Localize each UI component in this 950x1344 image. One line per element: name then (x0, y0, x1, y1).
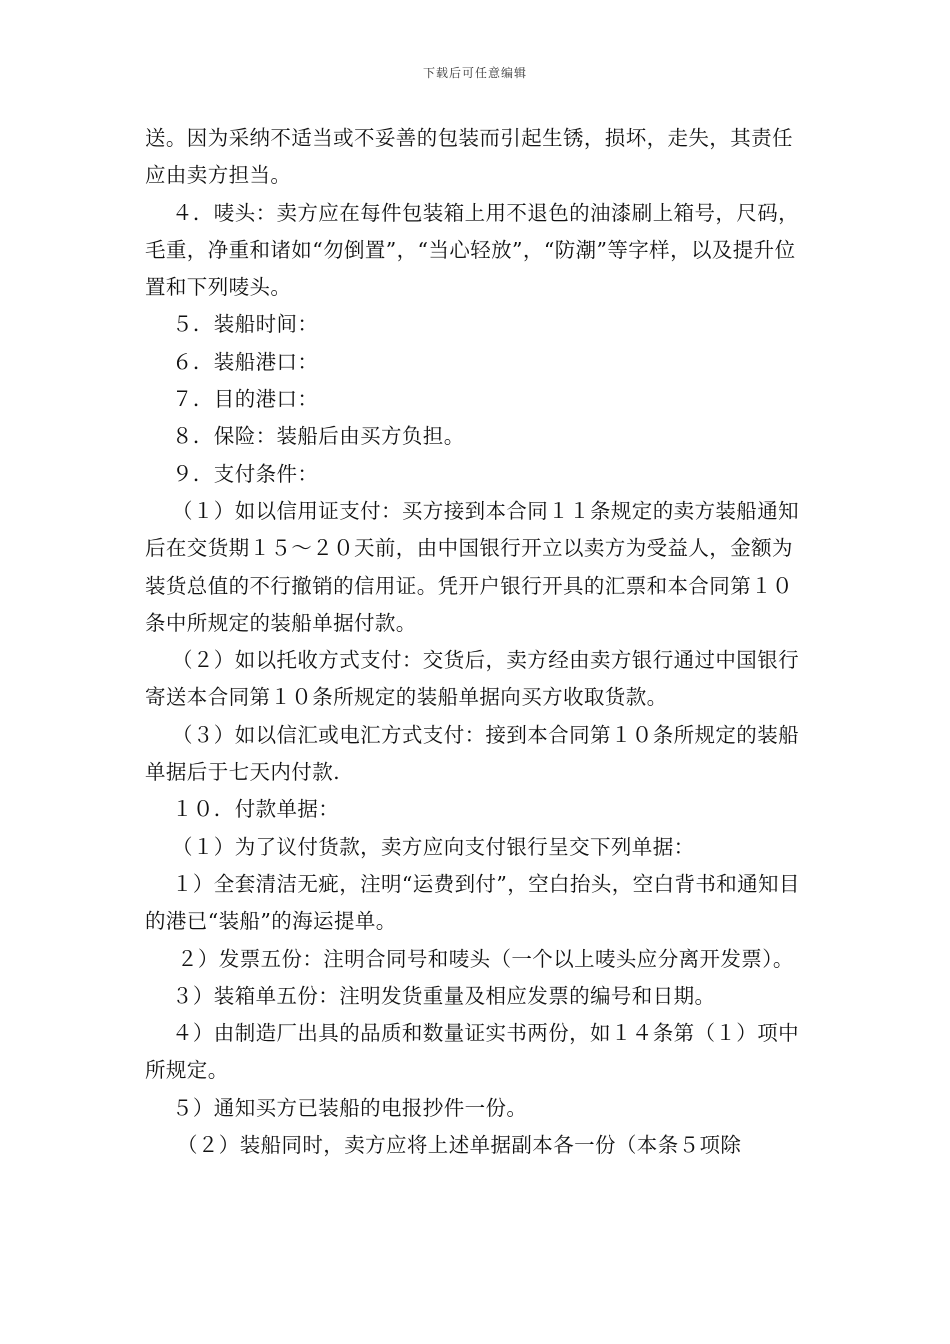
paragraph: ２）发票五份：注明合同号和唛头（一个以上唛头应分离开发票）。 (177, 946, 794, 971)
page-header-note: 下载后可任意编辑 (422, 66, 527, 80)
paragraph: ４）由制造厂出具的品质和数量证实书两份，如１４条第（１）项中所规定。 (145, 1021, 799, 1083)
paragraph: 送。因为采纳不适当或不妥善的包装而引起生锈，损坏，走失，其责任应由卖方担当。 (145, 126, 793, 188)
paragraph: １０．付款单据： (172, 797, 340, 822)
paragraph: ７．目的港口： (172, 387, 319, 412)
document-body (145, 120, 810, 1164)
paragraph: ９．支付条件： (172, 461, 319, 486)
paragraph: （２）装船同时，卖方应将上述单据副本各一份（本条５项除 (177, 1133, 742, 1158)
paragraph: ３）装箱单五份：注明发货重量及相应发票的编号和日期。 (172, 983, 716, 1008)
paragraph: （３）如以信汇或电汇方式支付：接到本合同第１０条所规定的装船单据后于七天内付款. (145, 722, 799, 785)
paragraph: ４．唛头：卖方应在每件包装箱上用不退色的油漆刷上箱号，尺码，毛重，净重和诸如“勿倒置”，“当心轻放”，“防潮”等字样，以及提升位置和下列唛头。 (145, 200, 799, 300)
paragraph: （１）为了议付货款，卖方应向支付银行呈交下列单据： (172, 834, 695, 859)
paragraph: ５．装船时间： (172, 312, 319, 337)
paragraph: １）全套清洁无疵，注明“运费到付”，空白抬头，空白背书和通知目的港已“装船”的海运提单。 (145, 871, 800, 934)
paragraph: （２）如以托收方式支付：交货后，卖方经由卖方银行通过中国银行寄送本合同第１０条所规定的装船单据向买方收取货款。 (145, 648, 799, 710)
paragraph: （１）如以信用证支付：买方接到本合同１１条规定的卖方装船通知后在交货期１５～２０天前，由中国银行开立以卖方为受益人，金额为装货总值的不行撤销的信用证。凭开户银行开具的汇票和本合同第１０条中所规定的装船单据付款。 (145, 498, 799, 635)
paragraph: ６．装船港口： (172, 349, 319, 374)
paragraph: ８．保险：装船后由买方负担。 (172, 424, 465, 449)
paragraph: ５）通知买方已装船的电报抄件一份。 (172, 1095, 528, 1120)
